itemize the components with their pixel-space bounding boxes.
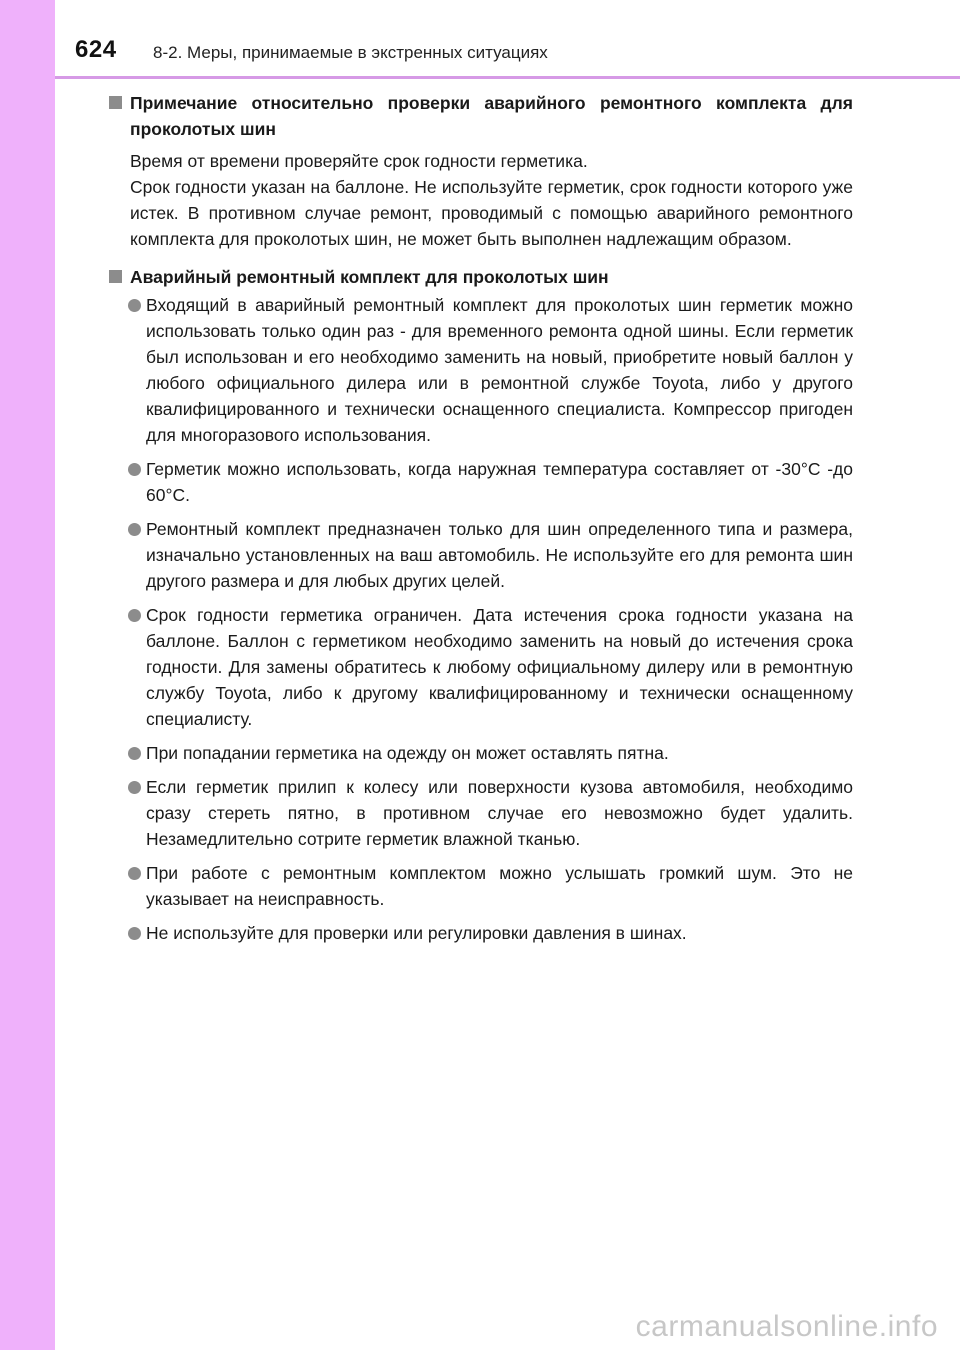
list-item-text: Герметик можно использовать, когда наружная температура составляет от -30°C -до 60°C. bbox=[146, 459, 853, 505]
circle-bullet-icon bbox=[128, 781, 141, 794]
list-item-text: Входящий в аварийный ремонтный комплект для проколотых шин герметик можно использовать только один раз - для временного ремонта одной шины. Если герметик был использован и его необходимо заменить на новый, приобретите новый баллон у любого официального дилера или в ремонтной службе Toyota, либо у другого квалифицированного и технически оснащенного специалиста. Компрессор пригоден для многоразового использования. bbox=[146, 295, 853, 445]
circle-bullet-icon bbox=[128, 463, 141, 476]
page-number: 624 bbox=[75, 36, 117, 63]
circle-bullet-icon bbox=[128, 299, 141, 312]
list-item bbox=[108, 920, 853, 946]
paragraph: Время от времени проверяйте срок годности герметика. bbox=[130, 151, 588, 171]
circle-bullet-icon bbox=[128, 867, 141, 880]
square-bullet-icon bbox=[109, 96, 122, 109]
list-item bbox=[108, 860, 853, 912]
chapter-title: 8-2. Меры, принимаемые в экстренных ситуациях bbox=[153, 43, 548, 62]
watermark[interactable]: carmanualsonline.info bbox=[635, 1310, 938, 1343]
bullet-list bbox=[108, 292, 853, 946]
section-sealant-check bbox=[108, 90, 853, 252]
list-item bbox=[108, 516, 853, 594]
page-side-tab bbox=[0, 0, 55, 1350]
section-heading-text: Примечание относительно проверки аварийного ремонтного комплекта для проколотых шин bbox=[130, 93, 853, 139]
list-item-text: При работе с ремонтным комплектом можно услышать громкий шум. Это не указывает на неисправность. bbox=[146, 863, 853, 909]
circle-bullet-icon bbox=[128, 927, 141, 940]
list-item-text: Ремонтный комплект предназначен только для шин определенного типа и размера, изначально установленных на ваш автомобиль. Не используйте его для ремонта шин другого размера и для любых других целей. bbox=[146, 519, 853, 591]
circle-bullet-icon bbox=[128, 523, 141, 536]
page-header bbox=[55, 0, 960, 78]
circle-bullet-icon bbox=[128, 609, 141, 622]
header-divider bbox=[55, 76, 960, 79]
list-item bbox=[108, 774, 853, 852]
list-item bbox=[108, 292, 853, 448]
circle-bullet-icon bbox=[128, 747, 141, 760]
section-repair-kit bbox=[108, 264, 853, 946]
list-item-text: Срок годности герметика ограничен. Дата истечения срока годности указана на баллоне. Баллон с герметиком необходимо заменить на новый до истечения срока годности. Для замены обратитесь к любому официальному дилеру или в ремонтную службу Toyota, либо к другому квалифицированному и технически оснащенному специалисту. bbox=[146, 605, 853, 729]
list-item-text: Если герметик прилип к колесу или поверхности кузова автомобиля, необходимо сразу стереть пятно, в противном случае его невозможно будет удалить. Незамедлительно сотрите герметик влажной тканью. bbox=[146, 777, 853, 849]
section-heading-text: Аварийный ремонтный комплект для проколотых шин bbox=[130, 267, 609, 287]
list-item bbox=[108, 602, 853, 732]
list-item bbox=[108, 740, 853, 766]
section-heading bbox=[108, 90, 853, 142]
list-item-text: При попадании герметика на одежду он может оставлять пятна. bbox=[146, 743, 669, 763]
main-content bbox=[108, 90, 853, 958]
list-item-text: Не используйте для проверки или регулировки давления в шинах. bbox=[146, 923, 687, 943]
section-heading bbox=[108, 264, 853, 290]
paragraph: Срок годности указан на баллоне. Не используйте герметик, срок годности которого уже истек. В противном случае ремонт, проводимый с помощью аварийного ремонтного комплекта для проколотых шин, не может быть выполнен надлежащим образом. bbox=[130, 177, 853, 249]
list-item bbox=[108, 456, 853, 508]
square-bullet-icon bbox=[109, 270, 122, 283]
